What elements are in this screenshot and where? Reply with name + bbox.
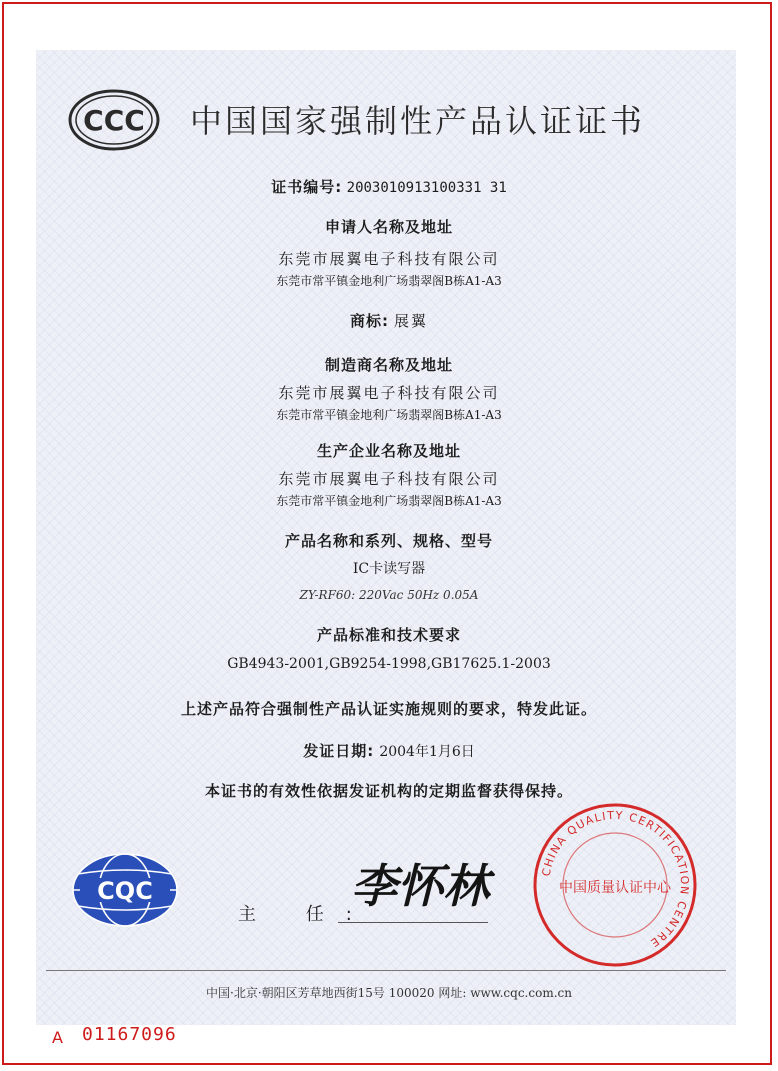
manufacturer-name: 东莞市展翼电子科技有限公司: [278, 384, 500, 402]
applicant-address: 东莞市常平镇金地利广场翡翠阁B栋A1-A3: [276, 274, 502, 288]
product-label: 产品名称和系列、规格、型号: [284, 532, 493, 550]
footer-address: 中国·北京·朝阳区芳草地西街15号 100020 网址: www.cqc.com.cn: [206, 986, 572, 1000]
factory-address: 东莞市常平镇金地利广场翡翠阁B栋A1-A3: [276, 494, 502, 508]
certificate-number-value: 2003010913100331 31: [346, 180, 507, 196]
issue-date-row: [0, 740, 778, 761]
page-title: 中国国家强制性产品认证证书: [190, 102, 646, 140]
trademark-row: [0, 310, 778, 331]
footer-divider: [46, 970, 726, 971]
manufacturer-label: 制造商名称及地址: [324, 356, 453, 374]
applicant-name: 东莞市展翼电子科技有限公司: [278, 250, 500, 268]
certificate-number-label: 证书编号:: [271, 178, 343, 196]
serial-prefix: A: [52, 1028, 63, 1047]
director-label: 主 任:: [238, 904, 374, 925]
trademark-value: 展翼: [394, 312, 429, 330]
product-model: ZY-RF60: 220Vac 50Hz 0.05A: [299, 588, 479, 602]
issue-date-value: 2004年1月6日: [379, 744, 475, 760]
factory-label: 生产企业名称及地址: [316, 442, 461, 460]
product-name: IC卡读写器: [352, 561, 426, 577]
issue-date-label: 发证日期:: [303, 742, 375, 760]
cqc-mark-text: CQC: [97, 877, 153, 905]
seal-inner-text: 中国质量认证中心: [559, 880, 671, 896]
cqc-logo-icon: [70, 850, 180, 930]
standards-label: 产品标准和技术要求: [316, 626, 461, 644]
cqc-seal: [530, 800, 700, 970]
serial-number: 01167096: [82, 1024, 177, 1045]
ccc-mark-text: CCC: [83, 104, 145, 137]
certificate-number-row: [0, 176, 778, 197]
director-signature: [330, 850, 510, 922]
standards-value: GB4943-2001,GB9254-1998,GB17625.1-2003: [227, 656, 551, 672]
applicant-label: 申请人名称及地址: [324, 218, 453, 236]
ccc-logo-icon: [66, 88, 162, 152]
factory-name: 东莞市展翼电子科技有限公司: [278, 470, 500, 488]
trademark-label: 商标:: [349, 312, 389, 330]
signature-line: [338, 922, 488, 923]
validity-statement: 本证书的有效性依据发证机构的定期监督获得保持。: [204, 782, 573, 800]
seal-outer-text: CHINA QUALITY CERTIFICATION CENTRE: [539, 808, 692, 951]
manufacturer-address: 东莞市常平镇金地利广场翡翠阁B栋A1-A3: [276, 408, 502, 422]
compliance-statement: 上述产品符合强制性产品认证实施规则的要求，特发此证。: [180, 700, 597, 718]
svg-text:李怀林: 李怀林: [351, 859, 489, 913]
